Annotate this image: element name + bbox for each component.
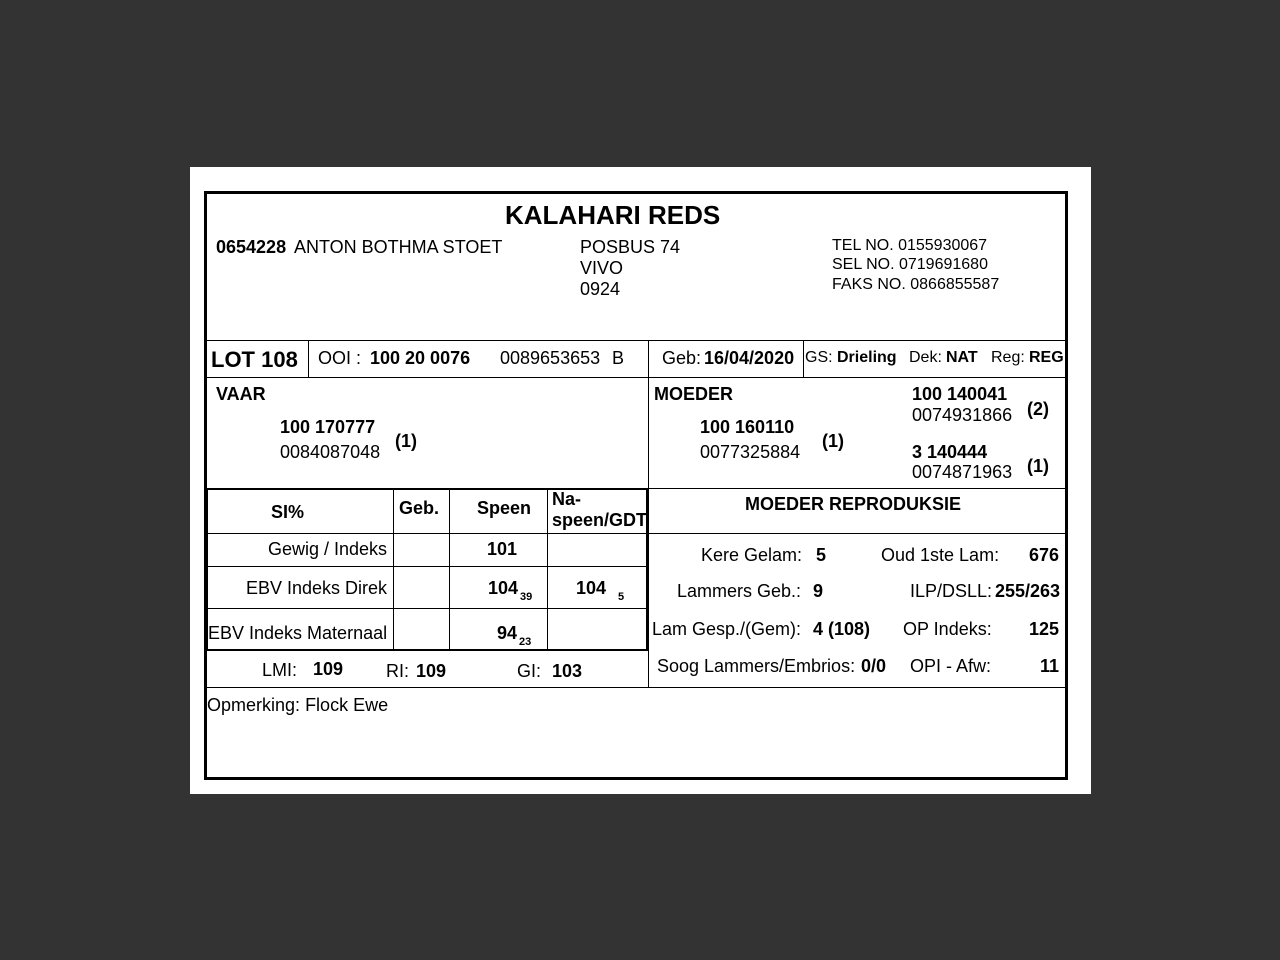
divider-repro-top [648, 488, 1066, 489]
vaar-label: VAAR [216, 384, 266, 404]
ri-label: RI: [386, 661, 410, 681]
si-row-speen [497, 623, 531, 646]
divider-si-col-1 [393, 488, 394, 649]
remarks-value: Flock Ewe [305, 695, 389, 715]
mgs-count: (2) [1027, 399, 1049, 419]
kere-value: 5 [816, 545, 827, 565]
lot-number: LOT 108 [211, 347, 298, 372]
tel-number: TEL NO. 0155930067 [832, 237, 988, 254]
ooi-id-suffix: B [612, 348, 625, 368]
address-line-2: VIVO [580, 258, 624, 278]
opi-label: OPI - Afw: [910, 656, 992, 676]
divider-main [648, 340, 649, 688]
si-naspeen-count: 5 [618, 591, 625, 603]
si-speen-value: 104 [488, 578, 519, 598]
moeder-label: MOEDER [654, 384, 734, 404]
breeder-name: ANTON BOTHMA STOET [294, 237, 503, 257]
mgd-number: 3 140444 [912, 442, 988, 462]
si-header-geb: Geb. [399, 498, 440, 518]
mgd-id: 0074871963 [912, 462, 1013, 482]
si-header-naspeen-1: Na- [552, 489, 582, 509]
divider-si-row-2 [206, 608, 648, 609]
si-row-speen [488, 578, 532, 601]
soog-value: 0/0 [861, 656, 887, 676]
geb-label: Geb: [662, 348, 702, 368]
si-header-label: SI% [271, 502, 305, 522]
gs-value: Drieling [837, 349, 897, 366]
divider-geb [803, 340, 804, 377]
gs-label: GS: [805, 349, 833, 366]
divider-si-row-1 [206, 566, 648, 567]
oud-label: Oud 1ste Lam: [881, 545, 1000, 565]
mgs-id: 0074931866 [912, 405, 1013, 425]
si-speen-count: 23 [519, 636, 532, 648]
divider-remarks [206, 687, 1066, 688]
moeder-count: (1) [822, 431, 844, 451]
si-row-speen: 101 [487, 539, 518, 559]
divider-si-header [206, 533, 648, 534]
moeder-number: 100 160110 [700, 417, 795, 437]
soog-label: Soog Lammers/Embrios: [657, 656, 856, 676]
reg-label: Reg: [991, 349, 1025, 366]
divider-repro-title [648, 533, 1066, 534]
lmi-value: 109 [313, 659, 344, 679]
ooi-number: 100 20 0076 [370, 348, 471, 368]
divider-si-bottom [206, 649, 648, 651]
si-header-naspeen-2: speen/GDT [552, 510, 648, 530]
kere-label: Kere Gelam: [701, 545, 803, 565]
ri-value: 109 [416, 661, 447, 681]
si-row-label: Gewig / Indeks [268, 539, 388, 559]
si-header-speen: Speen [477, 498, 532, 518]
divider-si-top [206, 488, 648, 490]
divider-lot-top [206, 340, 1066, 341]
faks-number: FAKS NO. 0866855587 [832, 276, 1000, 293]
lam-value: 4 (108) [813, 619, 871, 639]
ooi-id: 0089653653 [500, 348, 601, 368]
remarks [207, 695, 388, 715]
address-line-1: POSBUS 74 [580, 237, 681, 257]
lmi-label: LMI: [262, 660, 298, 680]
divider-lot-label [308, 340, 309, 377]
op-value: 125 [1029, 619, 1060, 639]
ooi-label: OOI : [318, 348, 362, 368]
reg-value: REG [1029, 349, 1064, 366]
si-row-naspeen [576, 578, 624, 601]
dek-label: Dek: [909, 349, 942, 366]
divider-si-col-2 [449, 488, 450, 649]
remarks-label: Opmerking: [207, 695, 301, 715]
ilp-label: ILP/DSLL: [910, 581, 993, 601]
si-row-label: EBV Indeks Maternaal [208, 623, 388, 643]
vaar-number: 100 170777 [280, 417, 376, 437]
mgd-count: (1) [1027, 456, 1049, 476]
op-label: OP Indeks: [903, 619, 992, 639]
divider-si-col-3 [547, 488, 548, 649]
opi-value: 11 [1040, 656, 1060, 676]
geb-date: 16/04/2020 [704, 348, 795, 368]
vaar-count: (1) [395, 431, 417, 451]
breeder-code: 0654228 [216, 237, 287, 257]
si-row-label: EBV Indeks Direk [246, 578, 388, 598]
card-title: KALAHARI REDS [505, 200, 721, 230]
moeder-id: 0077325884 [700, 442, 801, 462]
lammers-value: 9 [813, 581, 824, 601]
sel-number: SEL NO. 0719691680 [832, 256, 988, 273]
dek-value: NAT [946, 349, 978, 366]
repro-title: MOEDER REPRODUKSIE [745, 494, 962, 514]
si-speen-count: 39 [520, 591, 533, 603]
divider-lot-bottom [206, 377, 1066, 378]
lam-label: Lam Gesp./(Gem): [652, 619, 802, 639]
gi-value: 103 [552, 661, 583, 681]
oud-value: 676 [1029, 545, 1060, 565]
address-line-3: 0924 [580, 279, 621, 299]
vaar-id: 0084087048 [280, 442, 381, 462]
si-speen-value: 94 [497, 623, 518, 643]
si-naspeen-value: 104 [576, 578, 607, 598]
mgs-number: 100 140041 [912, 384, 1008, 404]
gi-label: GI: [517, 661, 542, 681]
ilp-value: 255/263 [995, 581, 1061, 601]
lammers-label: Lammers Geb.: [677, 581, 802, 601]
